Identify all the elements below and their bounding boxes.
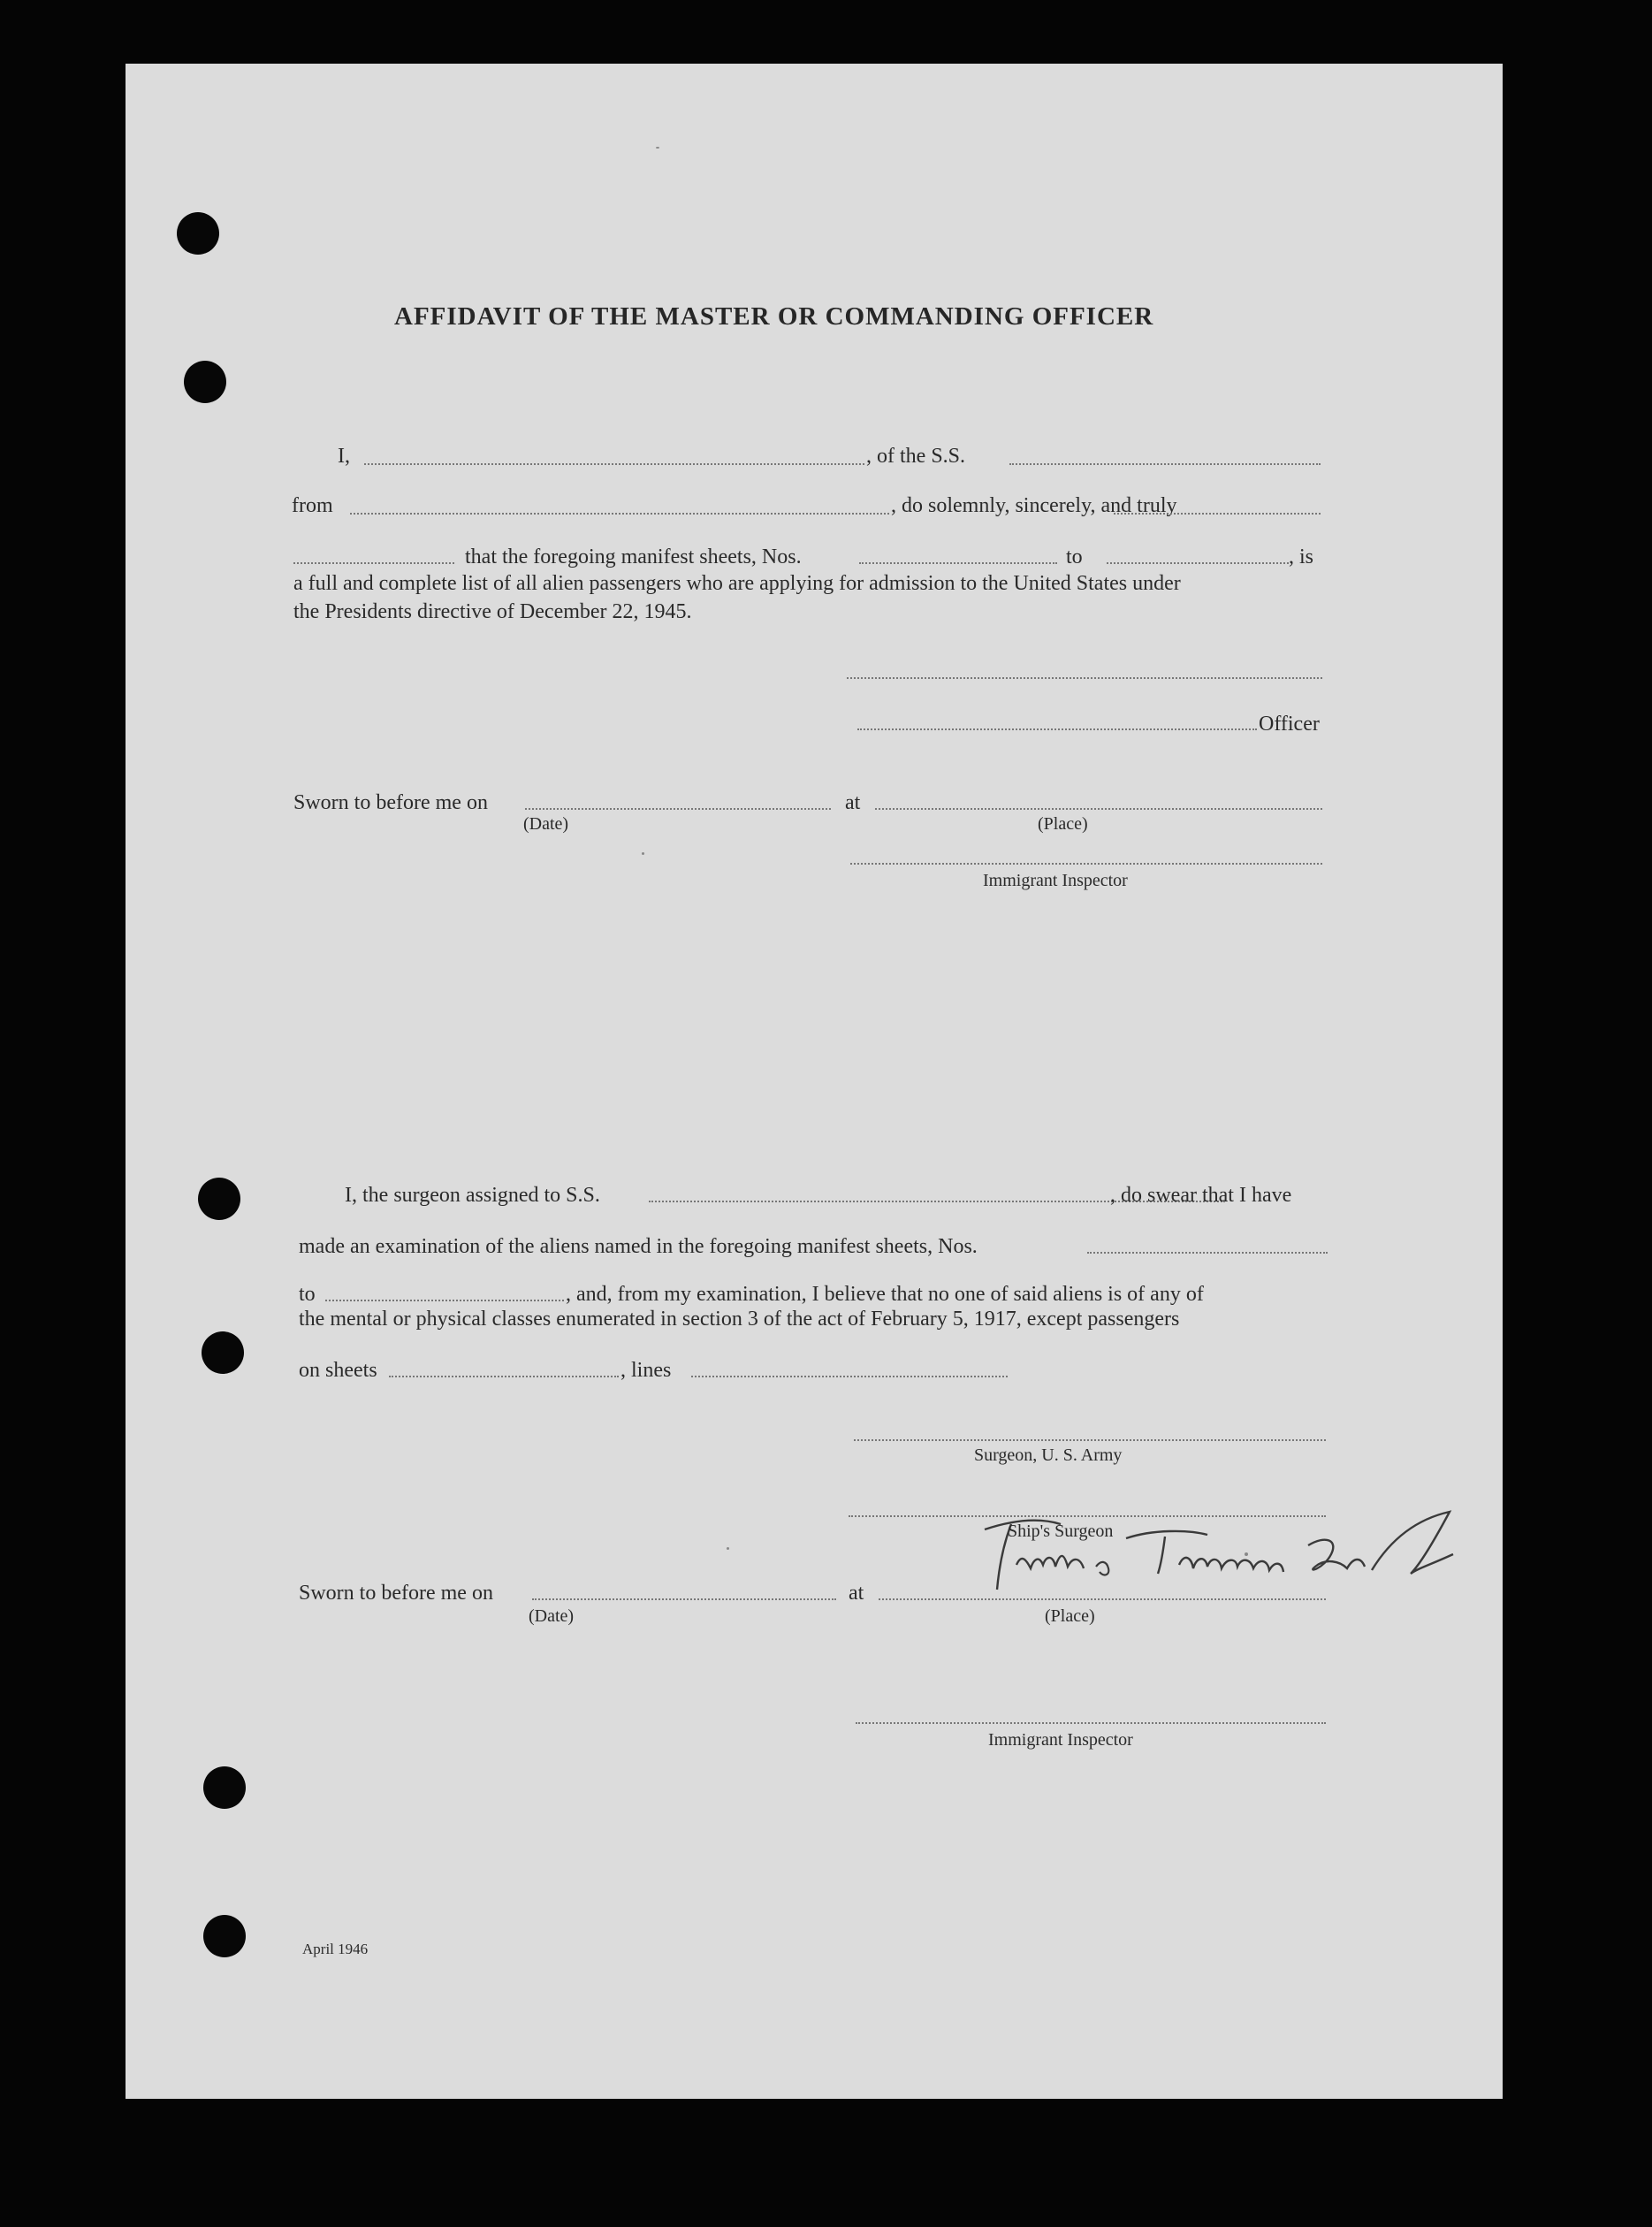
master-sworn-label: Sworn to before me on xyxy=(293,791,488,814)
surgeon-inspector-line[interactable] xyxy=(856,1722,1326,1724)
master-of-ss-label: , of the S.S. xyxy=(866,445,966,468)
master-to-label: to xyxy=(1066,545,1083,568)
officer-signature-line[interactable] xyxy=(857,728,1257,730)
master-statement-line5: the Presidents directive of December 22, 1945. xyxy=(293,600,692,623)
surgeon-place-caption: (Place) xyxy=(1045,1606,1095,1626)
master-swear-field[interactable] xyxy=(1114,513,1321,515)
punch-hole xyxy=(198,1178,240,1220)
paper-speck xyxy=(642,852,644,855)
ships-surgeon-signature-line[interactable] xyxy=(849,1515,1326,1517)
surgeon-sheets-field[interactable] xyxy=(389,1376,619,1377)
master-signature-line[interactable] xyxy=(847,677,1322,679)
paper-speck xyxy=(656,147,659,149)
punch-hole xyxy=(184,361,226,403)
surgeon-line1: I, the surgeon assigned to S.S. xyxy=(345,1184,600,1207)
punch-hole xyxy=(203,1766,246,1809)
surgeon-date-caption: (Date) xyxy=(529,1606,575,1626)
surgeon-line1-end: , do swear that I have xyxy=(1110,1184,1292,1207)
surgeon-nos-to-field[interactable] xyxy=(325,1300,564,1301)
surgeon-nos-field[interactable] xyxy=(1087,1252,1328,1254)
surgeon-line4: the mental or physical classes enumerated in section 3 of the act of February 5, 1917, except passengers xyxy=(299,1308,1180,1331)
master-from-label: from xyxy=(292,494,333,517)
army-surgeon-label: Surgeon, U. S. Army xyxy=(974,1445,1123,1465)
surgeon-sworn-place-field[interactable] xyxy=(879,1598,1326,1600)
master-ship-field[interactable] xyxy=(1009,463,1321,465)
surgeon-lines-label: , lines xyxy=(620,1359,672,1382)
master-date-caption: (Date) xyxy=(523,814,569,834)
master-i-label: I, xyxy=(338,445,350,468)
master-inspector-line[interactable] xyxy=(850,863,1322,865)
officer-label: Officer xyxy=(1259,713,1320,736)
paper-speck xyxy=(727,1547,729,1550)
surgeon-line3: , and, from my examination, I believe that no one of said aliens is of any of xyxy=(566,1283,1204,1306)
master-sworn-place-field[interactable] xyxy=(875,808,1322,810)
master-from-field[interactable] xyxy=(350,513,889,515)
surgeon-sworn-at-label: at xyxy=(849,1582,864,1605)
master-nos-from-field[interactable] xyxy=(859,562,1057,564)
master-name-field[interactable] xyxy=(364,463,864,465)
surgeon-inspector-label: Immigrant Inspector xyxy=(988,1730,1133,1750)
document-sheet xyxy=(126,64,1503,2099)
master-is-label: , is xyxy=(1289,545,1314,568)
master-statement-line4: a full and complete list of all alien passengers who are applying for admission to the United States under xyxy=(293,572,1181,595)
punch-hole xyxy=(202,1331,244,1374)
master-oath-field[interactable] xyxy=(293,562,454,564)
surgeon-line2: made an examination of the aliens named in the foregoing manifest sheets, Nos. xyxy=(299,1235,978,1258)
master-swear-label: , do solemnly, sincerely, and truly xyxy=(891,494,1177,517)
ships-surgeon-label: Ship's Surgeon xyxy=(1008,1522,1114,1541)
surgeon-on-sheets-label: on sheets xyxy=(299,1359,377,1382)
army-surgeon-signature-line[interactable] xyxy=(854,1439,1326,1441)
paper-speck xyxy=(1245,1552,1248,1556)
punch-hole xyxy=(203,1915,246,1957)
form-date: April 1946 xyxy=(302,1941,369,1957)
master-sworn-at-label: at xyxy=(845,791,861,814)
master-place-caption: (Place) xyxy=(1038,814,1088,834)
surgeon-to-label: to xyxy=(299,1283,316,1306)
punch-hole xyxy=(177,212,219,255)
surgeon-sworn-label: Sworn to before me on xyxy=(299,1582,493,1605)
master-sworn-date-field[interactable] xyxy=(525,808,831,810)
master-nos-to-field[interactable] xyxy=(1107,562,1289,564)
master-manifest-label: that the foregoing manifest sheets, Nos. xyxy=(465,545,802,568)
page-title: AFFIDAVIT OF THE MASTER OR COMMANDING OFFICER xyxy=(394,302,1154,331)
surgeon-lines-field[interactable] xyxy=(691,1376,1008,1377)
master-inspector-label: Immigrant Inspector xyxy=(983,871,1128,890)
handwritten-signature xyxy=(976,1503,1497,1600)
surgeon-sworn-date-field[interactable] xyxy=(532,1598,836,1600)
